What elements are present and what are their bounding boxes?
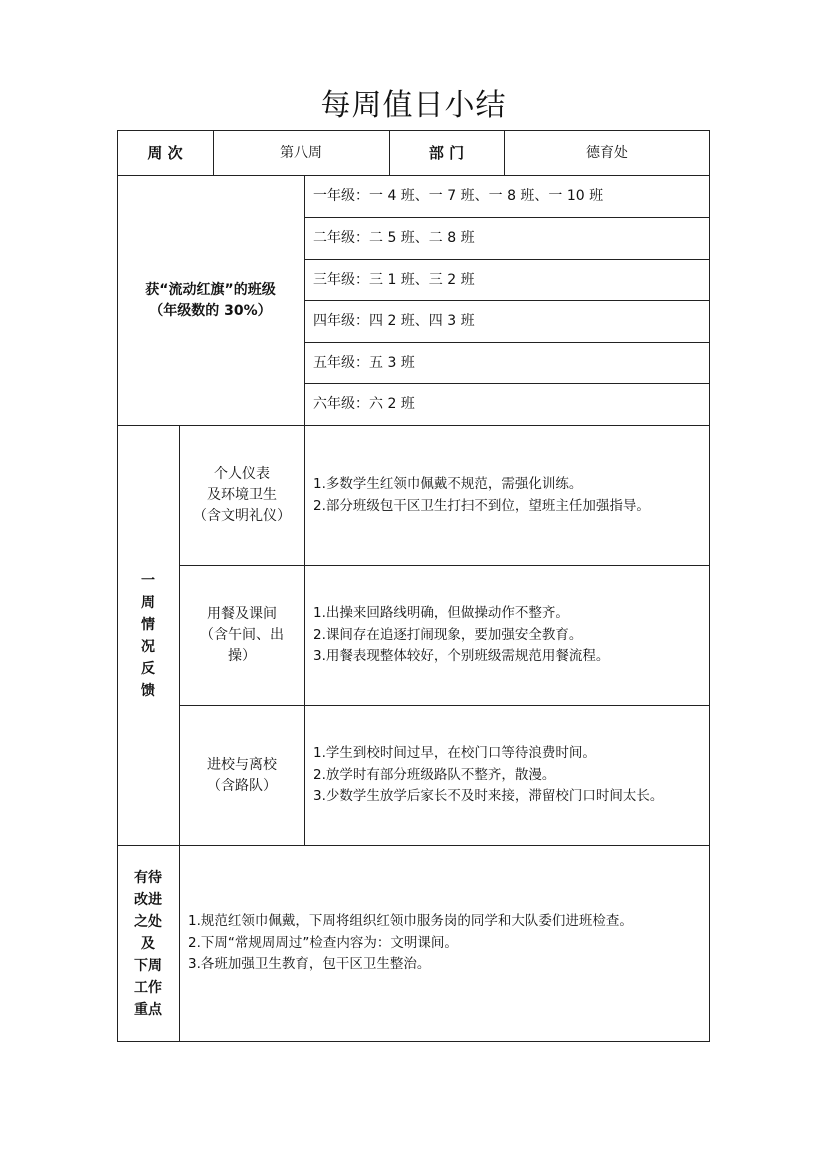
side-char: 况 [141,638,155,655]
list-item: 1.出操来回路线明确，但做操动作不整齐。 [313,605,569,622]
week-label: 周 次 [147,143,183,162]
side-char: 下周 [134,957,162,974]
table-border-bottom [117,1041,710,1042]
category-line: 操） [228,648,256,664]
grade-row-1: 一年级：一 4 班、一 7 班、一 8 班、一 10 班 [313,188,604,204]
side-char: 有待 [134,869,162,886]
side-char: 情 [141,616,155,633]
page-title: 每周值日小结 [320,88,507,123]
list-item: 3.少数学生放学后家长不及时来接，滞留校门口时间太长。 [313,788,664,805]
list-item: 3.用餐表现整体较好，个别班级需规范用餐流程。 [313,648,610,665]
category-arrival-departure [180,706,304,845]
grade-row-5: 五年级：五 3 班 [313,354,415,371]
red-flag-label-line2: （年级数的 30%） [149,302,272,319]
grade-row-6: 六年级：六 2 班 [313,396,415,412]
grade-row-4: 四年级：四 2 班、四 3 班 [313,313,475,329]
list-item: 3.各班加强卫生教育，包干区卫生整治。 [188,956,431,973]
category-meals-breaks [180,566,304,705]
list-item: 2.课间存在追逐打闹现象，要加强安全教育。 [313,626,583,643]
category-line: （含午间、出 [200,627,284,643]
category-line: 进校与离校 [207,756,277,773]
grade-row-2: 二年级：二 5 班、二 8 班 [313,230,475,246]
side-char: 及 [141,935,155,952]
list-item: 1.多数学生红领巾佩戴不规范，需强化训练。 [313,476,583,492]
red-flag-label [117,176,304,425]
feedback-items-arrival-departure [305,706,710,845]
list-item: 1.规范红领巾佩戴，下周将组织红领巾服务岗的同学和大队委们进班检查。 [188,913,633,930]
improvement-items [180,846,710,1041]
grade-row-3: 三年级：三 1 班、三 2 班 [313,271,475,288]
side-char: 重点 [134,1001,162,1018]
side-char: 工作 [134,979,162,996]
weekly-summary-table [117,130,710,1042]
dept-value: 德育处 [586,144,628,161]
dept-label: 部 门 [428,143,465,162]
category-line: 个人仪表 [214,466,270,482]
red-flag-label-line1: 获“流动红旗”的班级 [145,281,276,298]
feedback-items-meals-breaks [305,566,710,705]
feedback-items-appearance [305,426,710,565]
improvement-side-label [117,846,179,1041]
category-appearance [180,426,304,565]
category-line: 用餐及课间 [207,606,277,622]
list-item: 2.部分班级包干区卫生打扫不到位，望班主任加强指导。 [313,497,650,514]
side-char: 一 [141,572,155,589]
side-char: 周 [141,594,155,611]
side-char: 反 [141,660,155,677]
feedback-side-label [117,426,179,845]
side-char: 改进 [134,891,162,908]
side-char: 馈 [141,682,155,699]
list-item: 2.放学时有部分班级路队不整齐，散漫。 [313,766,556,783]
category-line: （含文明礼仪） [193,508,291,524]
list-item: 1.学生到校时间过早，在校门口等待浪费时间。 [313,745,596,762]
category-line: （含路队） [207,777,277,794]
category-line: 及环境卫生 [207,487,277,503]
list-item: 2.下周“常规周周过”检查内容为：文明课间。 [188,934,458,951]
side-char: 之处 [134,913,162,930]
week-value: 第八周 [280,144,322,161]
